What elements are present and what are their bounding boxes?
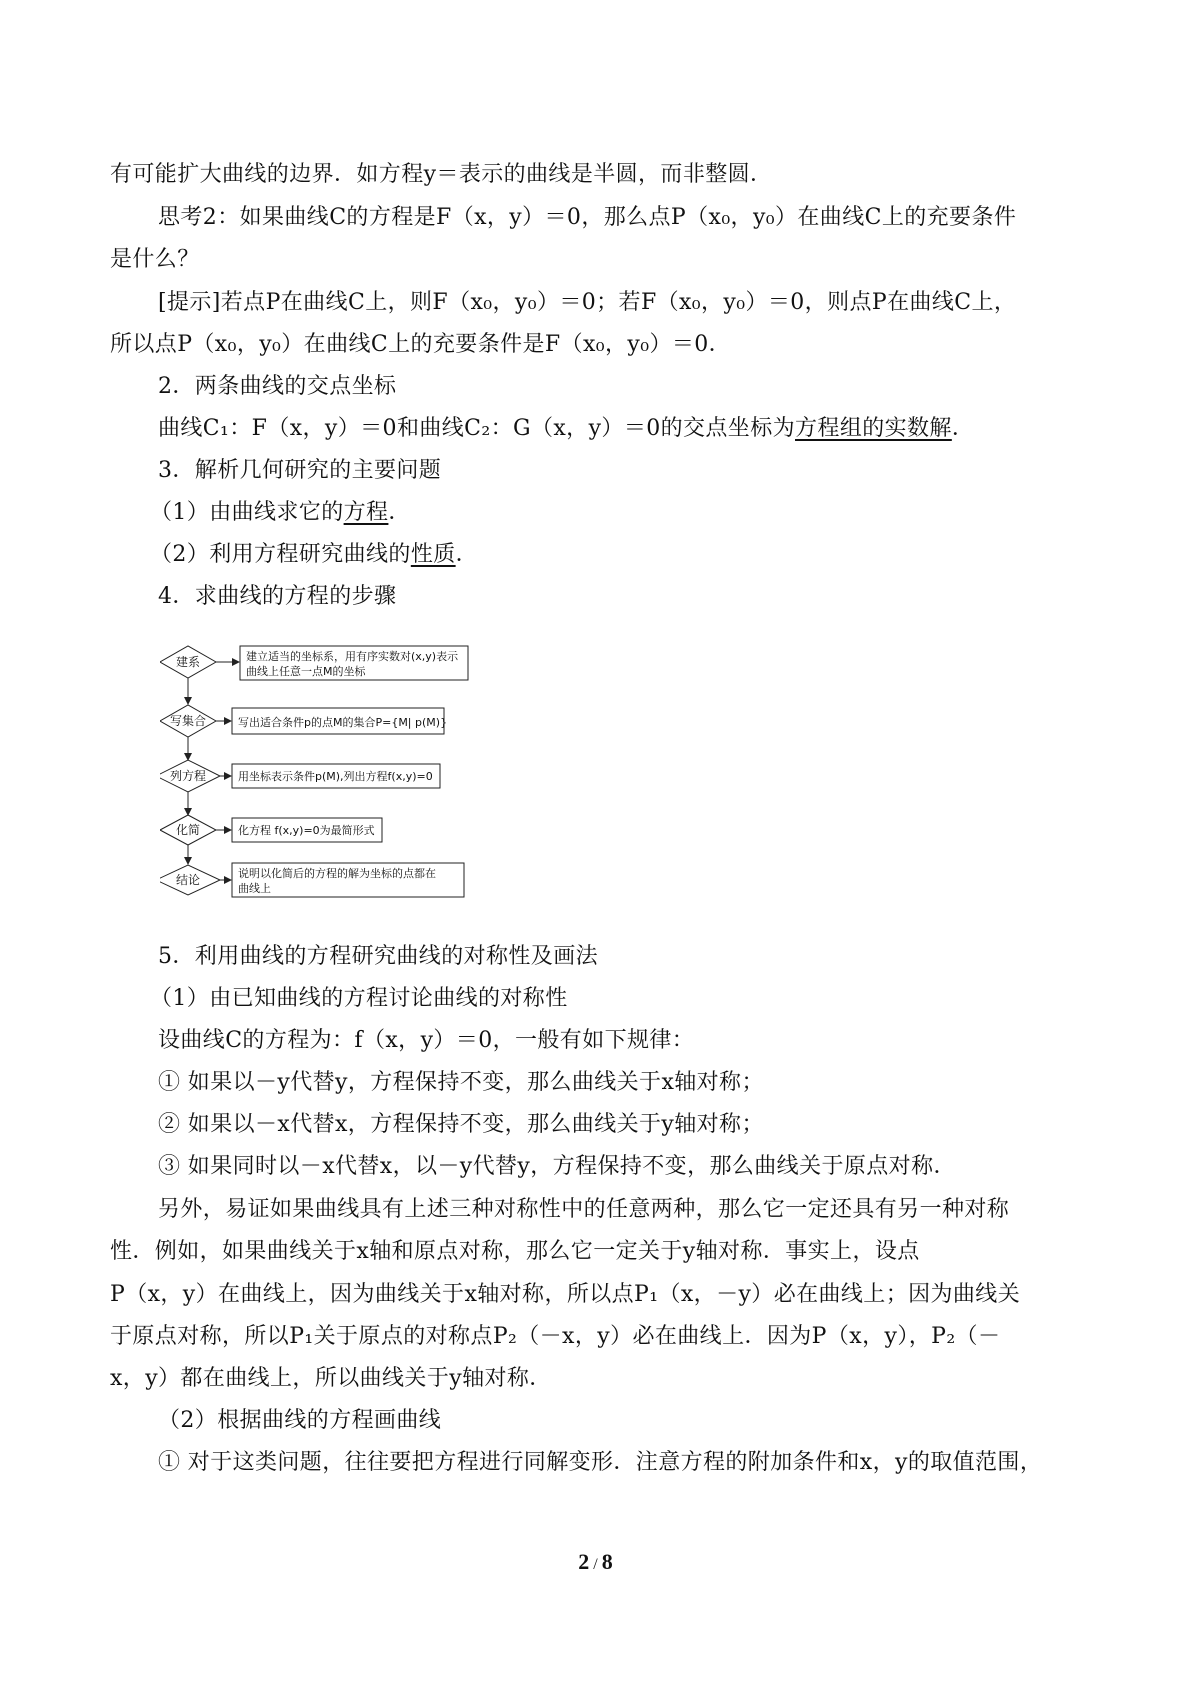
flow-step-label: 结论 — [175, 873, 201, 887]
page-number — [0, 1549, 1191, 1575]
page-total: 8 — [601, 1549, 613, 1574]
text-line: P（x，y）在曲线上，因为曲线关于x轴对称，所以点P₁（x，－y）必在曲线上；因为曲线关 — [110, 1282, 1021, 1307]
text-line: 于原点对称，所以P₁关于原点的对称点P₂（－x，y）必在曲线上．因为P（x，y），P₂（－ — [110, 1324, 1001, 1349]
flow-step-desc: 曲线上任意一点M的坐标 — [246, 665, 366, 678]
text-line: ① 对于这类问题，往往要把方程进行同解变形．注意方程的附加条件和x，y的取值范围， — [158, 1450, 1043, 1475]
text-span: 曲线C₁：F（x，y）＝0和曲线C₂：G（x，y）＝0的交点坐标为 — [158, 416, 796, 441]
text-span: ． — [455, 542, 479, 567]
page-current: 2 — [578, 1549, 590, 1574]
text-line: 有可能扩大曲线的边界．如方程y＝表示的曲线是半圆，而非整圆． — [110, 162, 773, 187]
section-heading: 3．解析几何研究的主要问题 — [158, 458, 442, 483]
flow-step-desc: 说明以化简后的方程的解为坐标的点都在 — [238, 867, 436, 880]
text-line — [158, 414, 974, 444]
text-span: （2）利用方程研究曲线的 — [150, 542, 411, 567]
text-line — [150, 540, 478, 570]
text-span: （1）由曲线求它的 — [150, 500, 344, 525]
flow-step-label: 写集合 — [169, 714, 207, 728]
underlined-answer: 方程 — [343, 500, 389, 525]
flow-step-desc: 曲线上 — [238, 882, 271, 895]
text-line: 性．例如，如果曲线关于x轴和原点对称，那么它一定关于y轴对称．事实上，设点 — [110, 1239, 920, 1264]
text-line: 设曲线C的方程为：f（x，y）＝0，一般有如下规律： — [158, 1028, 695, 1053]
text-line: ③ 如果同时以－x代替x，以－y代替y，方程保持不变，那么曲线关于原点对称． — [158, 1154, 956, 1179]
text-line: （1）由已知曲线的方程讨论曲线的对称性 — [150, 986, 568, 1011]
underlined-answer: 性质 — [410, 542, 456, 567]
text-line: 所以点P（x₀，y₀）在曲线C上的充要条件是F（x₀，y₀）＝0． — [110, 332, 732, 357]
text-line: ② 如果以－x代替x，方程保持不变，那么曲线关于y轴对称； — [158, 1112, 764, 1137]
text-line: x，y）都在曲线上，所以曲线关于y轴对称． — [110, 1366, 552, 1391]
flow-step-label: 化简 — [175, 823, 201, 837]
text-line: （2）根据曲线的方程画曲线 — [158, 1408, 442, 1433]
flow-step-label: 列方程 — [169, 769, 207, 783]
flow-step-desc: 化方程 f(x,y)=0为最简形式 — [238, 824, 375, 837]
text-line — [150, 498, 411, 528]
section-heading: 4．求曲线的方程的步骤 — [158, 584, 397, 609]
text-line: 另外，易证如果曲线具有上述三种对称性中的任意两种，那么它一定还具有另一种对称 — [158, 1197, 1010, 1222]
text-span: ． — [951, 416, 975, 441]
flow-step-desc: 建立适当的坐标系，用有序实数对(x,y)表示 — [246, 650, 459, 663]
section-heading: 5．利用曲线的方程研究曲线的对称性及画法 — [158, 944, 598, 969]
flow-step-desc: 写出适合条件p的点M的集合P={M| p(M)} — [238, 716, 448, 729]
text-span: ． — [388, 500, 411, 525]
flowchart — [160, 640, 520, 926]
page-separator: / — [589, 1556, 602, 1573]
text-line: 是什么？ — [110, 247, 200, 272]
flow-step-label: 建系 — [175, 655, 201, 669]
section-heading: 2．两条曲线的交点坐标 — [158, 374, 397, 399]
text-line: [提示]若点P在曲线C上，则F（x₀，y₀）＝0；若F（x₀，y₀）＝0，则点P在曲线C上， — [158, 290, 1017, 315]
text-line: 思考2：如果曲线C的方程是F（x，y）＝0，那么点P（x₀，y₀）在曲线C上的充要条件 — [158, 205, 1017, 230]
underlined-answer: 方程组的实数解 — [795, 416, 952, 441]
flow-step-desc: 用坐标表示条件p(M),列出方程f(x,y)=0 — [238, 770, 433, 783]
text-line: ① 如果以－y代替y，方程保持不变，那么曲线关于x轴对称； — [158, 1070, 764, 1095]
